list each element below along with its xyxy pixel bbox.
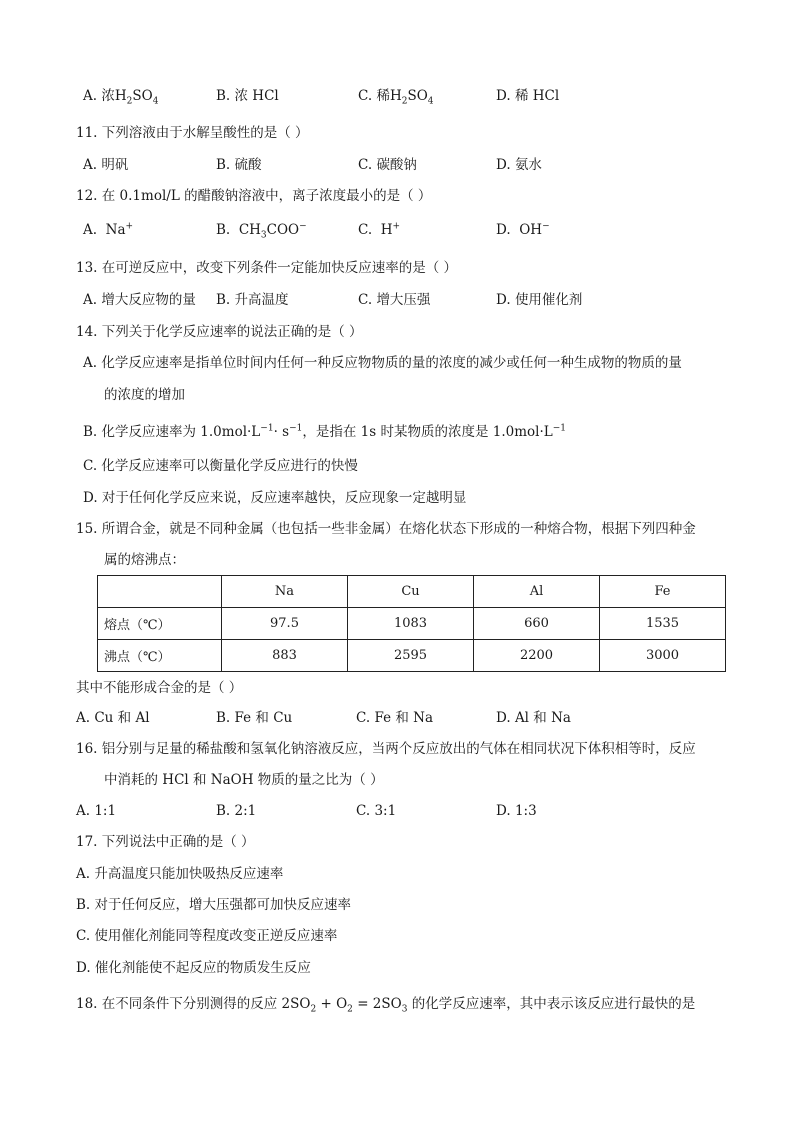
q13-option-a: A. 增大反应物的量: [83, 292, 196, 308]
q12-stem: 12. 在 0.1mol/L 的醋酸钠溶液中，离子浓度最小的是（ ）: [76, 188, 432, 204]
table-row: [98, 640, 726, 672]
q16-option-b: B. 2:1: [216, 803, 257, 819]
q12-option-b: B. $CH_3COO^-$: [216, 221, 307, 241]
table-cell: 1083: [348, 608, 474, 640]
q10-option-a: A. 浓$H_2SO_4$: [83, 88, 159, 107]
table-cell: 883: [222, 640, 348, 672]
table-cell: 3000: [600, 640, 726, 672]
table-cell: 2595: [348, 640, 474, 672]
melting-boiling-table: [97, 575, 726, 672]
table-header-cell: Cu: [348, 576, 474, 608]
q11-option-c: C. 碳酸钠: [358, 157, 417, 173]
table-header-cell: Al: [474, 576, 600, 608]
q13-option-c: C. 增大压强: [358, 292, 431, 308]
q16-stem-line2: 中消耗的 HCl 和 NaOH 物质的量之比为（ ）: [104, 772, 384, 788]
table-row-label: 沸点（℃）: [98, 640, 222, 672]
q14-option-c: C. 化学反应速率可以衡量化学反应进行的快慢: [83, 458, 358, 474]
table-row-label: 熔点（℃）: [98, 608, 222, 640]
q18-stem: 18. 在不同条件下分别测得的反应 $2SO_2 + O_2 = 2SO_3$ 的化学反应速率，其中表示该反应进行最快的是: [76, 996, 696, 1015]
q12-option-a: A. Na+: [83, 221, 134, 238]
q16-option-a: A. 1:1: [76, 803, 117, 819]
q15-stem-line2: 属的熔沸点：: [104, 552, 185, 568]
q16-option-d: D. 1:3: [496, 803, 537, 819]
q16-option-c: C. 3:1: [356, 803, 397, 819]
q11-option-a: A. 明矾: [83, 157, 129, 173]
q10-option-b: B. 浓 HCl: [216, 88, 279, 104]
formula-h2so4: $H_2SO_4$: [389, 88, 434, 107]
q12-option-c: C. H+: [358, 221, 401, 238]
q14-stem: 14. 下列关于化学反应速率的说法正确的是（ ）: [76, 324, 363, 340]
q15-option-c: C. Fe 和 Na: [356, 710, 433, 726]
q16-stem-line1: 16. 铝分别与足量的稀盐酸和氢氧化钠溶液反应，当两个反应放出的气体在相同状况下体积相等时，反应: [76, 741, 696, 757]
table-cell: 660: [474, 608, 600, 640]
q13-option-d: D. 使用催化剂: [496, 292, 583, 308]
q10-option-c: C. 稀$H_2SO_4$: [358, 88, 434, 107]
q14-option-a-line2: 的浓度的增加: [104, 387, 185, 403]
q17-option-c: C. 使用催化剂能同等程度改变正逆反应速率: [76, 928, 338, 944]
q14-option-b: B. 化学反应速率为 $1.0mol\cdot L^{-1}\cdot s^{-1}$，是指在 1s 时某物质的浓度是 $1.0mol\cdot L^{-1}$: [83, 423, 567, 440]
table-cell: 97.5: [222, 608, 348, 640]
table-cell: 1535: [600, 608, 726, 640]
table-row: [98, 608, 726, 640]
q15-stem-line1: 15. 所谓合金，就是不同种金属（也包括一些非金属）在熔化状态下形成的一种熔合物，根据下列四种金: [76, 521, 696, 537]
q17-stem: 17. 下列说法中正确的是（ ）: [76, 834, 255, 850]
q14-option-d: D. 对于任何化学反应来说，反应速率越快，反应现象一定越明显: [83, 490, 467, 506]
table-header-row: [98, 576, 726, 608]
q11-stem: 11. 下列溶液由于水解呈酸性的是（ ）: [76, 125, 309, 141]
q15-option-b: B. Fe 和 Cu: [216, 710, 293, 726]
q17-option-d: D. 催化剂能使不起反应的物质发生反应: [76, 960, 311, 976]
q17-option-a: A. 升高温度只能加快吸热反应速率: [76, 866, 284, 882]
table-header-cell: Fe: [600, 576, 726, 608]
q10-option-d: D. 稀 HCl: [496, 88, 560, 104]
q13-option-b: B. 升高温度: [216, 292, 289, 308]
formula-h2so4: $H_2SO_4$: [114, 88, 159, 107]
q11-option-d: D. 氨水: [496, 157, 542, 173]
q14-option-a-line1: A. 化学反应速率是指单位时间内任何一种反应物物质的量的浓度的减少或任何一种生成物的物质的量: [83, 355, 682, 371]
q15-option-d: D. Al 和 Na: [496, 710, 571, 726]
q11-option-b: B. 硫酸: [216, 157, 262, 173]
q12-option-d: D. OH−: [496, 221, 550, 238]
q13-stem: 13. 在可逆反应中，改变下列条件一定能加快反应速率的是（ ）: [76, 260, 458, 276]
table-cell: 2200: [474, 640, 600, 672]
table-header-cell: Na: [222, 576, 348, 608]
q17-option-b: B. 对于任何反应，增大压强都可加快反应速率: [76, 897, 352, 913]
q15-question: 其中不能形成合金的是（ ）: [76, 680, 243, 696]
table-header-cell: [98, 576, 222, 608]
q15-option-a: A. Cu 和 Al: [76, 710, 150, 726]
